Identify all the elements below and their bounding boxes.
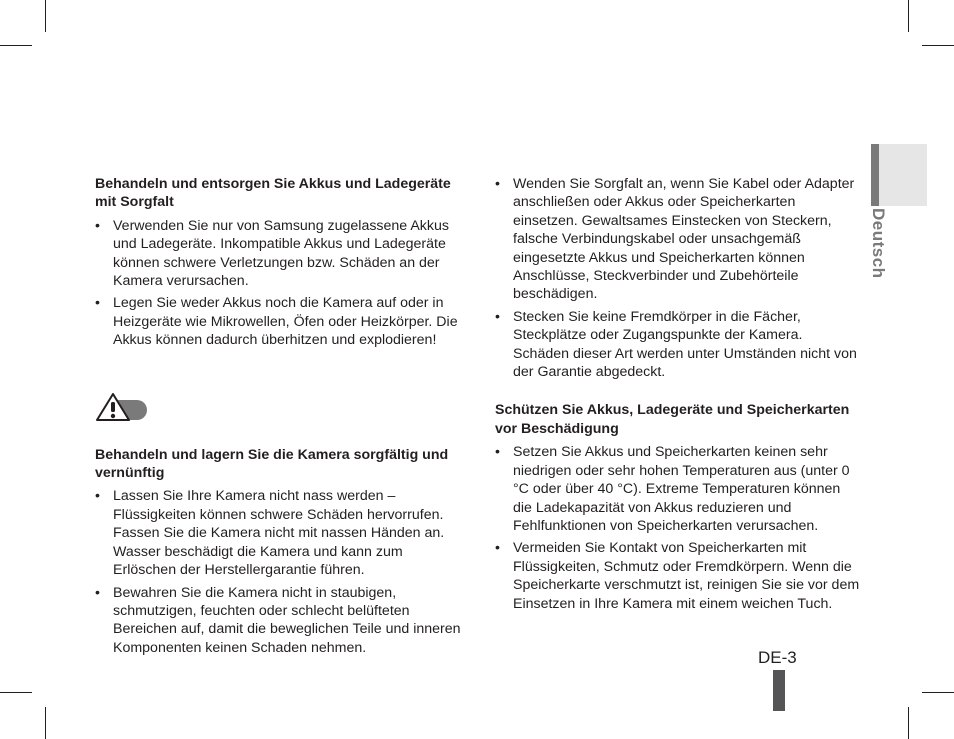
crop-mark <box>922 45 954 46</box>
list-item: • Bewahren Sie die Kamera nicht in staubigen, schmutzigen, feuchten oder schlecht belüfteten Bereichen auf, damit die beweglichen Teile und inneren Komponenten keinen Schaden nehmen. <box>95 584 467 658</box>
side-tab-label: Deutsch <box>869 208 888 279</box>
crop-mark <box>908 0 909 32</box>
warning-triangle-icon <box>95 392 131 422</box>
list-item: • Wenden Sie Sorgfalt an, wenn Sie Kabel oder Adapter anschließen oder Akkus oder Speicherkarten einsetzen. Gewaltsames Einstecken von Steckern, falsche Verbindungskabel oder unsachgemäß eingesetzte Akkus und Speicherkarten können Anschlüsse, Steckverbinder und Zubehörteile beschädigen. <box>495 175 860 304</box>
left-column <box>95 175 467 661</box>
section-heading-protection: Schützen Sie Akkus, Ladegeräte und Speicherkarten vor Beschädigung <box>495 402 850 437</box>
bullet-list-camera-care <box>95 487 467 657</box>
section-heading-camera-care: Behandeln und lagern Sie die Kamera sorgfältig und vernünftig <box>95 446 449 482</box>
crop-mark <box>0 692 32 693</box>
right-column <box>495 175 860 617</box>
bullet-list-battery <box>95 217 467 350</box>
page-number-bar <box>773 670 785 711</box>
section-heading-battery: Behandeln und entsorgen Sie Akkus und Ladegeräte mit Sorgfalt <box>95 176 451 211</box>
bullet-list-protection <box>495 443 860 613</box>
list-item: • Verwenden Sie nur von Samsung zugelassene Akkus und Ladegeräte. Inkompatible Akkus und Ladegeräte können schwere Verletzungen bzw. Schäden an der Kamera verursachen. <box>95 217 467 291</box>
list-item: • Stecken Sie keine Fremdkörper in die Fächer, Steckplätze oder Zugangspunkte der Kamera. Schäden dieser Art werden unter Umständen nicht von der Garantie abgedeckt. <box>495 308 860 382</box>
list-item: • Lassen Sie Ihre Kamera nicht nass werden – Flüssigkeiten können schwere Schäden hervorrufen. Fassen Sie die Kamera nicht mit nassen Händen an. Wasser beschädigt die Kamera und kann zum Erlöschen der Herstellergarantie führen. <box>95 487 467 579</box>
crop-mark <box>45 0 46 32</box>
side-tab-marker <box>871 144 879 206</box>
crop-mark <box>922 692 954 693</box>
list-item: • Legen Sie weder Akkus noch die Kamera auf oder in Heizgeräte wie Mikrowellen, Öfen oder Heizkörper. Die Akkus können dadurch überhitzen und explodieren! <box>95 294 467 349</box>
caution-banner <box>95 392 295 426</box>
list-item: • Setzen Sie Akkus und Speicherkarten keinen sehr niedrigen oder sehr hohen Temperaturen aus (unter 0 °C oder über 40 °C). Extreme Temperaturen können die Ladekapazität von Akkus reduzieren und Fehlfunktionen von Speicherkarten verursachen. <box>495 443 860 535</box>
bullet-list-connections <box>495 175 860 381</box>
page-number: DE-3 <box>758 648 797 667</box>
crop-mark <box>908 707 909 739</box>
crop-mark <box>0 45 32 46</box>
list-item: • Vermeiden Sie Kontakt von Speicherkarten mit Flüssigkeiten, Schmutz oder Fremdkörpern. Wenn die Speicherkarte verschmutzt ist, reinigen Sie sie vor dem Einsetzen in Ihre Kamera mit einem weichen Tuch. <box>495 539 860 613</box>
crop-mark <box>45 707 46 739</box>
side-tab-block <box>878 144 927 206</box>
